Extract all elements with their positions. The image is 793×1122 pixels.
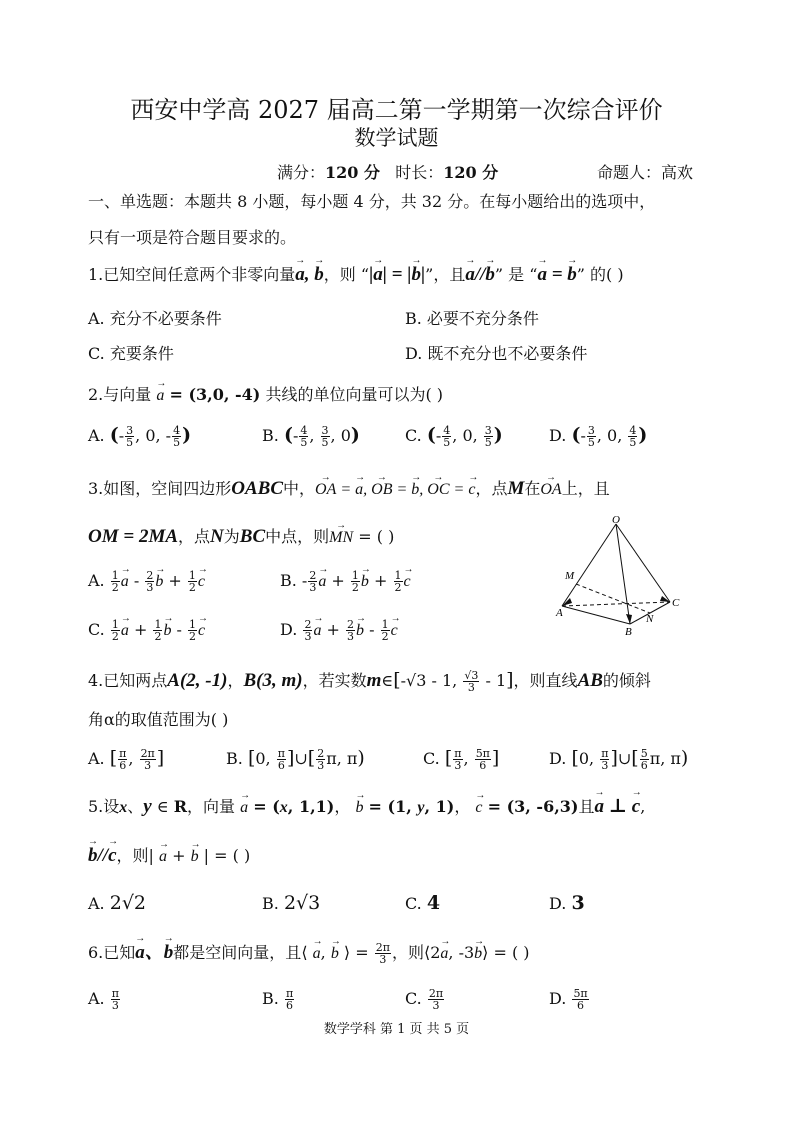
exam-subtitle: 数学试题 [354,126,439,150]
label-n: N [646,613,654,625]
segment-mn [576,584,650,613]
section-instructions-1: 一、单选题：本题共 8 小题，每小题 4 分，共 32 分。在每小题给出的选项中， [88,192,656,211]
page-footer: 数学学科 第 1 页 共 5 页 [323,1022,470,1037]
q2-option-a[interactable]: A. (- $\frac{3}{5}$ , 0, - $\frac{4}{5}$ ) [88,424,192,449]
q2-option-b[interactable]: B. (- $\frac{4}{5}$ , $\frac{3}{5}$ , 0) [262,424,360,449]
author: 命题人：高欢 [597,163,694,182]
question-3-stem-line2: OM = 2MA，点N为BC中点，则→ MN = ( ) [88,524,394,548]
edge-ac [562,602,670,606]
q5-option-c[interactable]: C. 4 [405,892,441,914]
q3-option-c[interactable]: C. $\frac{1}{2}$ → a + $\frac{1}{2}$ → b - $\frac{1}{2}$ → c [88,619,205,642]
question-5-stem-line2: → b//→ c，则| → a + → b | = ( ) [88,843,250,867]
q1-option-c[interactable]: C. 充要条件 [88,344,174,363]
arrow-b [626,614,632,624]
tetrahedron-figure [548,512,696,640]
label-b: B [625,626,632,638]
q5-option-b[interactable]: B. 2√3 [262,892,321,914]
edge-ab [562,606,630,624]
question-1-stem: 1.已知空间任意两个非零向量→ a, → b，则 “|→ a| = |→ b|”，且→ a//→ b” 是 “→ a = → b” 的( ) [88,262,624,286]
q2-option-c[interactable]: C. (- $\frac{4}{5}$ , 0, $\frac{3}{5}$ ) [405,424,503,449]
q1-option-d[interactable]: D. 既不充分也不必要条件 [405,344,588,363]
edge-oc [616,524,670,602]
q5-option-d[interactable]: D. 3 [549,892,585,914]
question-4-stem-line2: 角α的取值范围为( ) [88,710,229,729]
q6-option-d[interactable]: D. $\frac{5\pi}{6}$ [549,987,588,1012]
question-5-stem: 5.设x、y ∈ R，向量 → a = (x, 1,1)， → b = (1, y, 1)， → c = (3, -6,3)且→ a ⊥ → c, [88,794,645,818]
question-6-stem: 6.已知→ a、→ b都是空间向量，且⟨ → a, → b ⟩ = $\frac{2\pi}{3}$ ，则⟨2→ a, -3→ b⟩ = ( ) [88,937,530,965]
q5-option-a[interactable]: A. 2√2 [88,892,147,914]
question-4-stem: 4.已知两点A(2, -1)，B(3, m)，若实数m∈[-√3 - 1, $\frac{√3}{3}$ - 1]，则直线AB的倾斜 [88,669,651,694]
label-c: C [672,597,680,609]
q3-option-d[interactable]: D. $\frac{2}{3}$ → a + $\frac{2}{3}$ → b - $\frac{1}{2}$ → c [280,619,398,642]
q6-option-a[interactable]: A. $\frac{\pi}{3}$ [88,987,119,1012]
q3-option-a[interactable]: A. $\frac{1}{2}$ → a - $\frac{2}{3}$ → b + $\frac{1}{2}$ → c [88,570,205,593]
q4-option-b[interactable]: B. [0, $\frac{\pi}{6}$ ]∪[ $\frac{2}{3}$ π, π) [226,747,365,772]
q4-option-d[interactable]: D. [0, $\frac{\pi}{3}$ ]∪[ $\frac{5}{6}$ π, π) [549,747,689,772]
label-o: O [612,514,620,526]
q6-option-c[interactable]: C. $\frac{2\pi}{3}$ [405,987,444,1012]
edge-oa [562,524,616,606]
q1-option-b[interactable]: B. 必要不充分条件 [405,309,539,328]
label-m: M [565,570,575,582]
score-info: 满分：120 分 时长：120 分 [277,163,499,182]
edge-ob [616,524,630,624]
q1-option-a[interactable]: A. 充分不必要条件 [88,309,222,328]
question-2-stem: 2.与向量 → a = (3,0, -4) 共线的单位向量可以为( ) [88,382,443,405]
q4-option-a[interactable]: A. [ $\frac{\pi}{6}$ , $\frac{2\pi}{3}$ ] [88,747,165,772]
question-3-stem: 3.如图，空间四边形OABC中，→ OA = → a, → OB = → b, → OC = → c，点M在→ OA上，且 [88,476,610,500]
q3-option-b[interactable]: B. - $\frac{2}{3}$ → a + $\frac{1}{2}$ → b + $\frac{1}{2}$ → c [280,570,411,593]
exam-title: 西安中学高 2027 届高二第一学期第一次综合评价 [130,96,663,124]
q4-option-c[interactable]: C. [ $\frac{\pi}{3}$ , $\frac{5\pi}{6}$ ] [423,747,500,772]
section-instructions-2: 只有一项是符合题目要求的。 [88,228,297,247]
q2-option-d[interactable]: D. (- $\frac{3}{5}$ , 0, $\frac{4}{5}$ ) [549,424,648,449]
label-a: A [556,607,563,619]
q6-option-b[interactable]: B. $\frac{\pi}{6}$ [262,987,294,1012]
